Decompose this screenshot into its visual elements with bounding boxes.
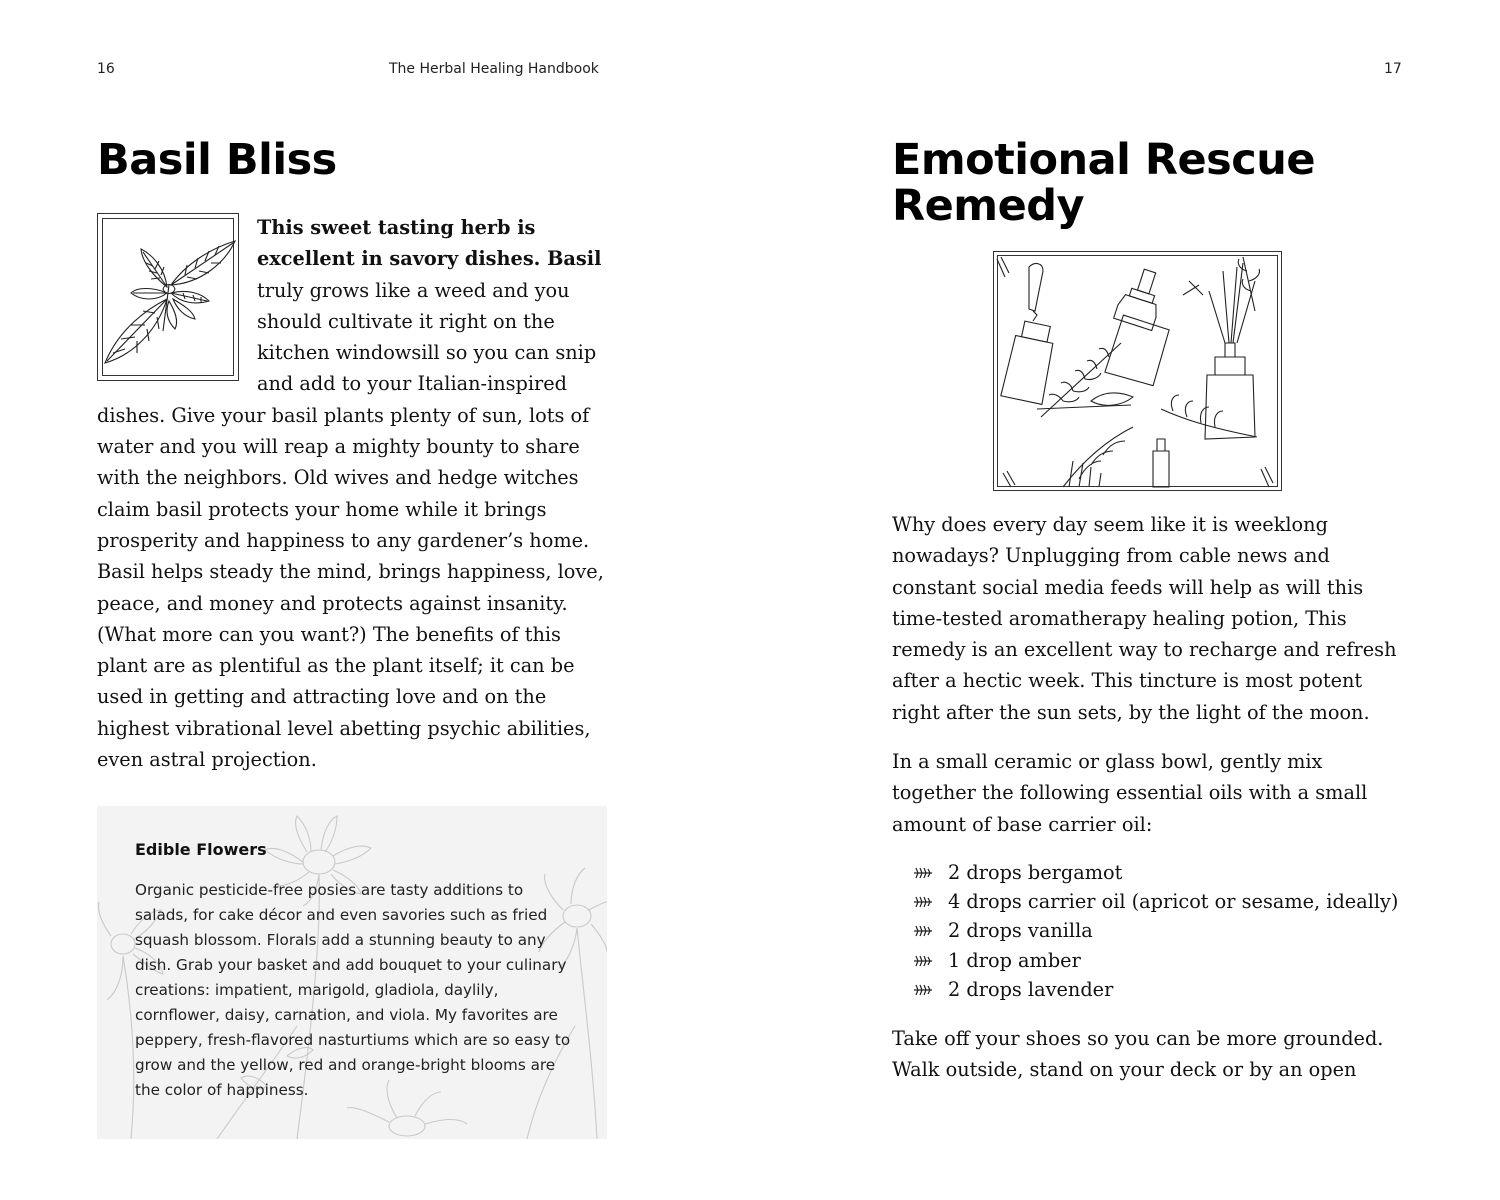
basil-bliss-title: Basil Bliss (97, 135, 337, 185)
right-page-number: 17 (1384, 61, 1402, 77)
basil-body-text (97, 212, 612, 775)
edible-flowers-sidebar (97, 806, 607, 1139)
edible-flowers-text: Organic pesticide-free posies are tasty additions to salads, for cake décor and even savories such as fried squash blossom. Florals add a stunning beauty to any dish. Grab your basket and add bouquet to your culinary creations: impatient, marigold, gladiola, daylily, cornflower, daisy, carnation, and viola. My favorites are peppery, fresh-flavored nasturtiums which are so easy to grow and the yellow, red and orange-bright blooms are the color of happiness. (135, 881, 571, 1099)
emotional-rescue-title-line1: Emotional Rescue (892, 135, 1316, 185)
ingredient-label: 4 drops carrier oil (apricot or sesame, ideally) (948, 890, 1399, 914)
remedy-closing-paragraph: Take off your shoes so you can be more grounded. Walk outside, stand on your deck or by an open (892, 1027, 1384, 1082)
list-item (913, 916, 1433, 945)
left-page-number: 16 (97, 61, 115, 77)
remedy-instructions-paragraph: In a small ceramic or glass bowl, gently mix together the following essential oils with a small amount of base carrier oil: (892, 750, 1368, 836)
book-title-header: The Herbal Healing Handbook (389, 61, 599, 77)
leaf-sprig-bullet-icon (913, 867, 933, 879)
ingredient-label: 1 drop amber (948, 948, 1081, 972)
basil-paragraph: truly grows like a weed and you should cultivate it right on the kitchen windowsill so you can snip and add to your Italian-inspired dishes. Give your basil plants plenty of sun, lots of water and you will reap a mighty bounty to share with the neighbors. Old wives and hedge witches claim basil protects your home while it brings prosperity and happiness to any gardener’s home. Basil helps steady the mind, brings happiness, love, peace, and money and protects against insanity. (What more can you want?) The benefits of this plant are as plentiful as the plant itself; it can be used in getting and attracting love and on the highest vibrational level abetting psychic abilities, even astral projection. (97, 278, 604, 772)
leaf-sprig-bullet-icon (913, 955, 933, 967)
leaf-sprig-bullet-icon (913, 925, 933, 937)
list-item (913, 975, 1433, 1004)
list-item (913, 858, 1433, 887)
leaf-sprig-bullet-icon (913, 984, 933, 996)
ingredients-list (913, 858, 1433, 1004)
basil-lead-bold: This sweet tasting herb is excellent in savory dishes. Basil (257, 216, 602, 271)
ingredient-label: 2 drops lavender (948, 977, 1114, 1001)
edible-flowers-heading: Edible Flowers (135, 840, 267, 859)
ingredient-label: 2 drops bergamot (948, 861, 1123, 884)
emotional-rescue-title-line2: Remedy (892, 181, 1085, 231)
remedy-intro-paragraph: Why does every day seem like it is weeklong nowadays? Unplugging from cable news and constant social media feeds will help as will this time-tested aromatherapy healing potion, This remedy is an excellent way to recharge and refresh after a hectic week. This tincture is most potent right after the sun sets, by the light of the moon. (892, 513, 1397, 724)
leaf-sprig-bullet-icon (913, 896, 933, 908)
ingredient-label: 2 drops vanilla (948, 919, 1093, 943)
list-item (913, 887, 1433, 916)
essential-oil-bottles-icon (993, 251, 1282, 491)
list-item (913, 946, 1433, 975)
basil-leaves-icon (97, 213, 239, 381)
